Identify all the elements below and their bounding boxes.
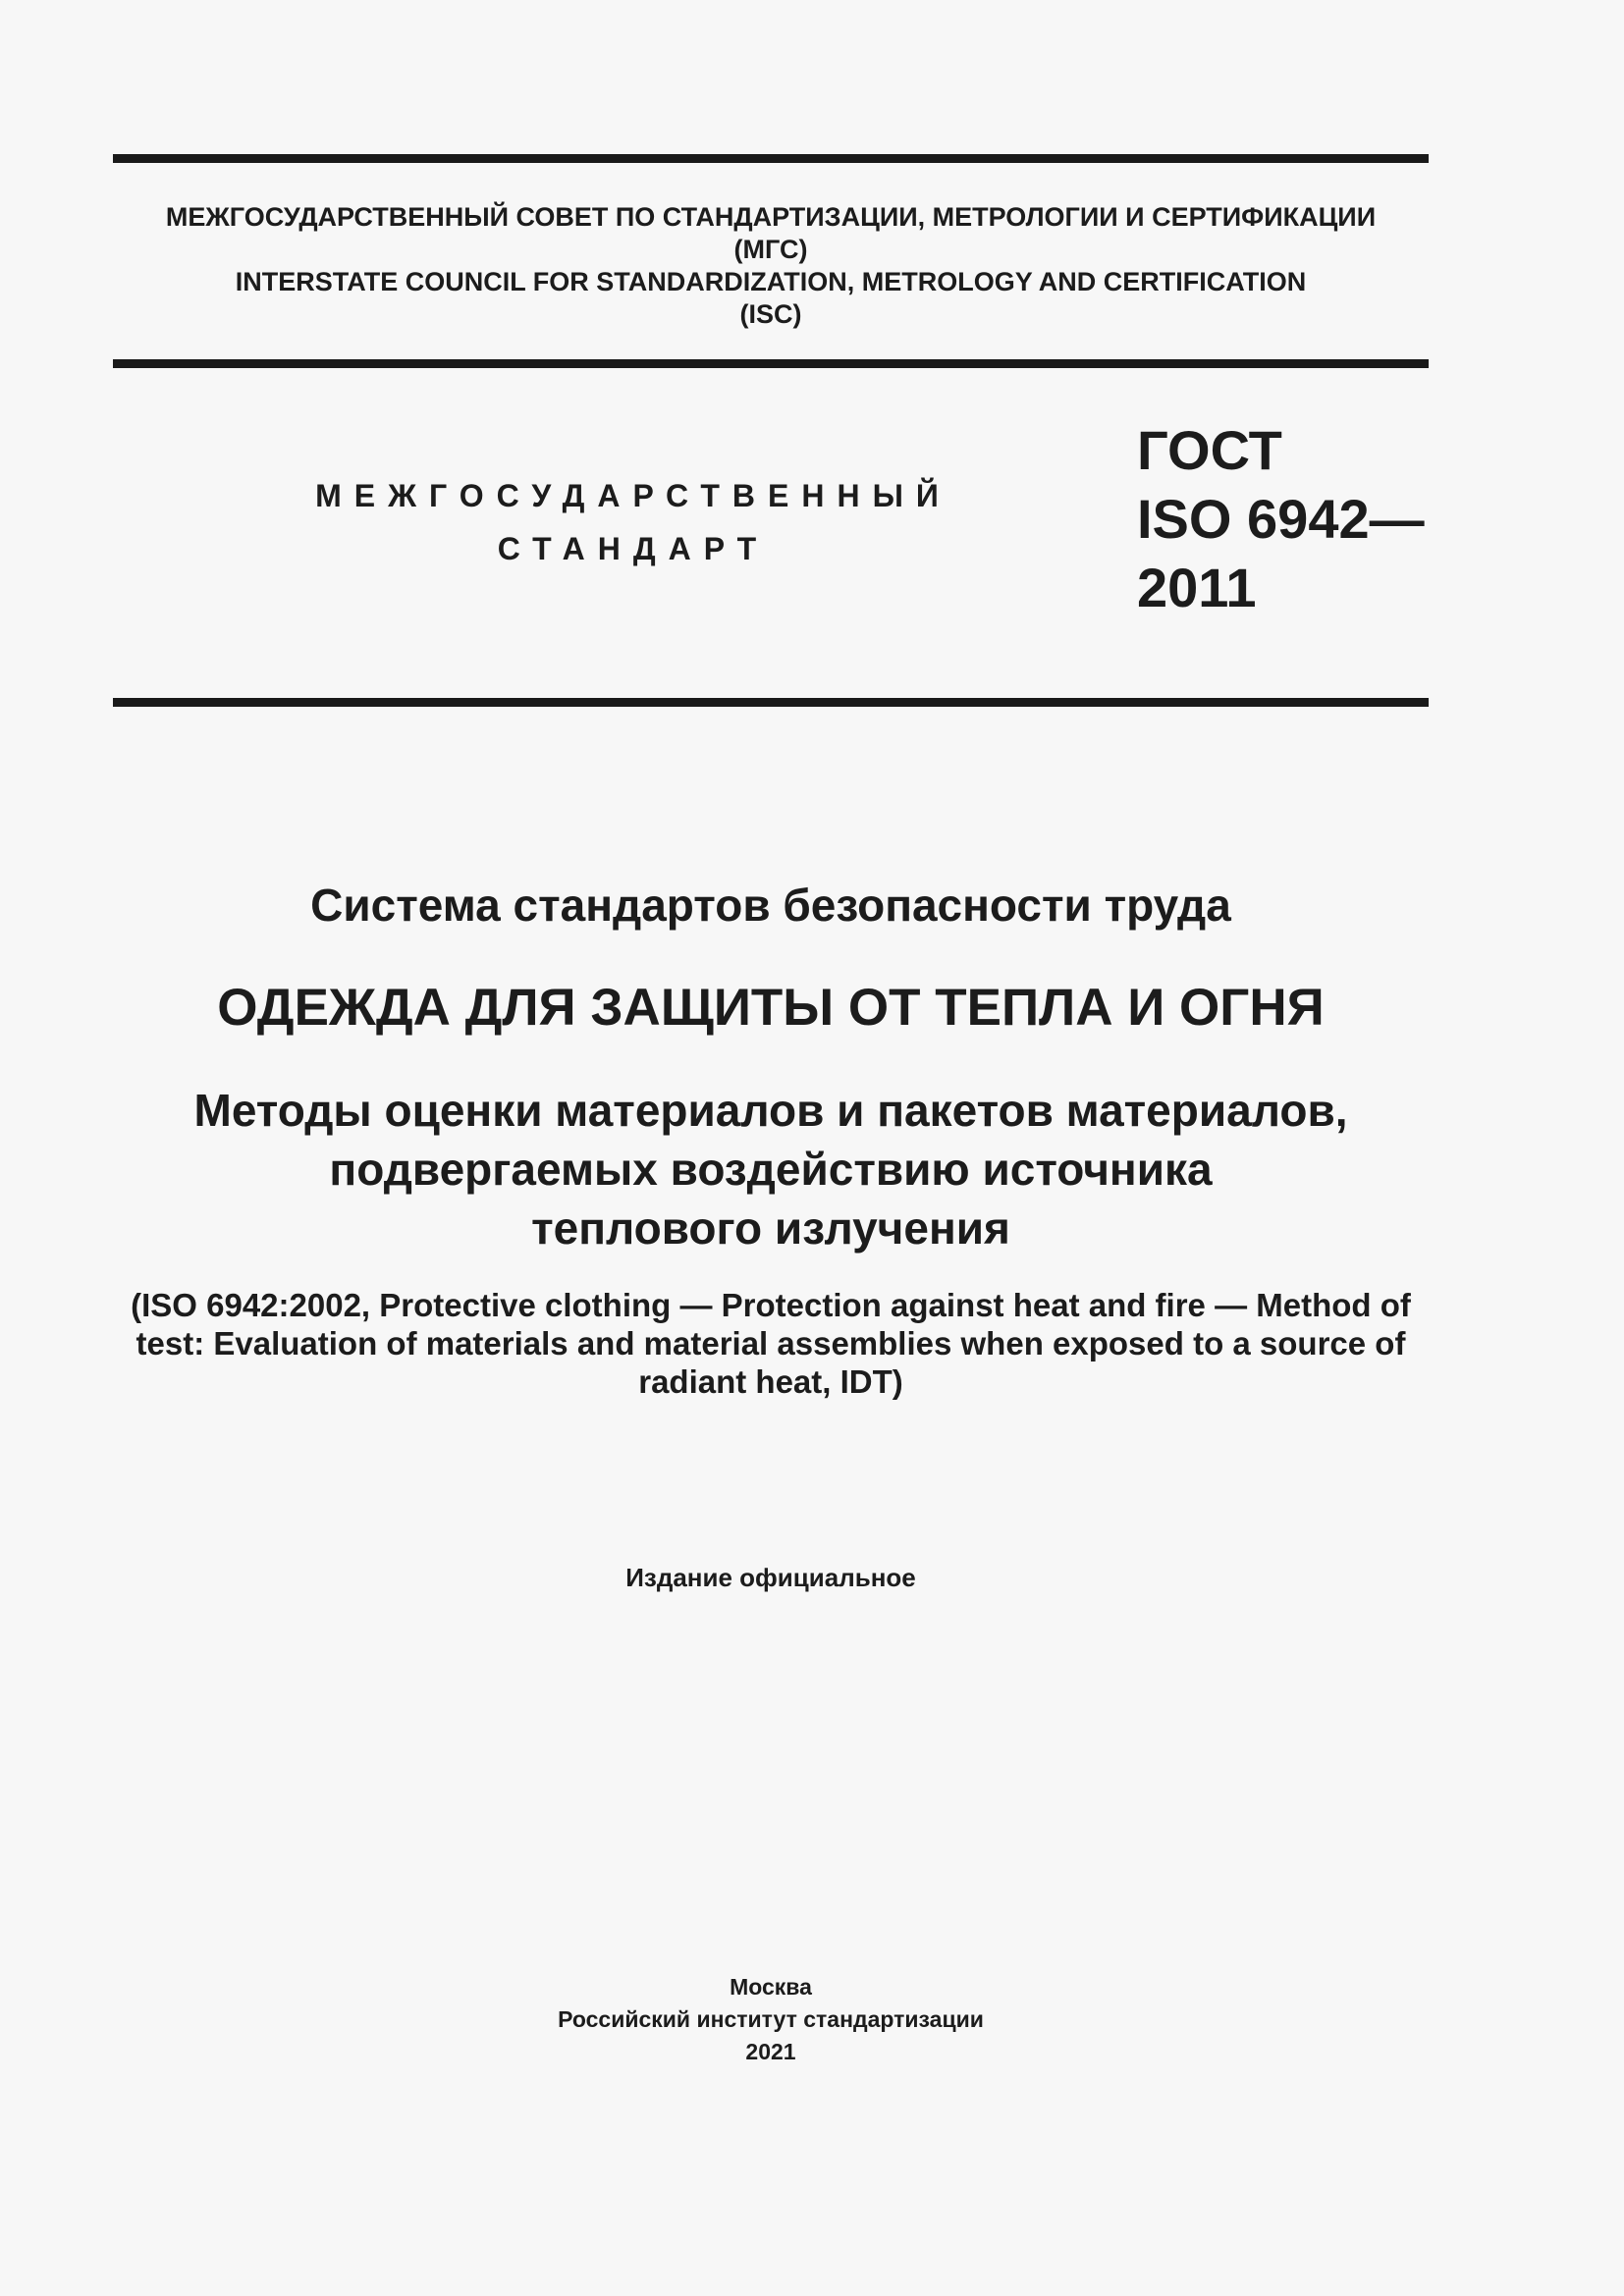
standard-type-line-1: МЕЖГОСУДАРСТВЕННЫЙ	[315, 478, 951, 513]
original-line-2: test: Evaluation of materials and material assemblies when exposed to a source of	[135, 1325, 1406, 1362]
subtitle-line-1: Методы оценки материалов и пакетов материалов,	[193, 1085, 1348, 1136]
council-name-ru: МЕЖГОСУДАРСТВЕННЫЙ СОВЕТ ПО СТАНДАРТИЗАЦИИ, МЕТРОЛОГИИ И СЕРТИФИКАЦИИ	[165, 202, 1377, 232]
subtitle-line-3: теплового излучения	[531, 1202, 1010, 1254]
council-name-en: INTERSTATE COUNCIL FOR STANDARDIZATION, METROLOGY AND CERTIFICATION	[235, 267, 1307, 296]
designation-line-3: 2011	[1137, 557, 1257, 618]
standard-type	[255, 469, 1011, 575]
designation-line-1: ГОСТ	[1137, 419, 1282, 481]
council-header	[113, 201, 1429, 331]
publisher-year: 2021	[745, 2039, 796, 2064]
designation-bottom-rule	[113, 698, 1429, 707]
header-bottom-rule	[113, 359, 1429, 368]
publisher-city: Москва	[730, 1974, 812, 2000]
original-line-1: (ISO 6942:2002, Protective clothing — Protection against heat and fire — Method of	[131, 1287, 1411, 1323]
top-rule	[113, 154, 1429, 163]
subtitle	[113, 1081, 1429, 1257]
original-standard-reference	[113, 1286, 1429, 1401]
subtitle-line-2: подвергаемых воздействию источника	[329, 1144, 1213, 1195]
edition-note: Издание официальное	[625, 1563, 916, 1592]
publisher-block	[113, 1971, 1429, 2068]
system-title: Система стандартов безопасности труда	[310, 880, 1231, 931]
main-title: ОДЕЖДА ДЛЯ ЗАЩИТЫ ОТ ТЕПЛА И ОГНЯ	[217, 979, 1325, 1037]
standard-designation	[1137, 416, 1425, 622]
council-abbr-ru: (МГС)	[733, 235, 808, 264]
standard-type-line-2: СТАНДАРТ	[497, 531, 770, 566]
publisher-org: Российский институт стандартизации	[558, 2006, 984, 2032]
council-abbr-en: (ISC)	[739, 299, 802, 329]
original-line-3: radiant heat, IDT)	[638, 1363, 903, 1400]
designation-line-2: ISO 6942—	[1137, 488, 1425, 550]
